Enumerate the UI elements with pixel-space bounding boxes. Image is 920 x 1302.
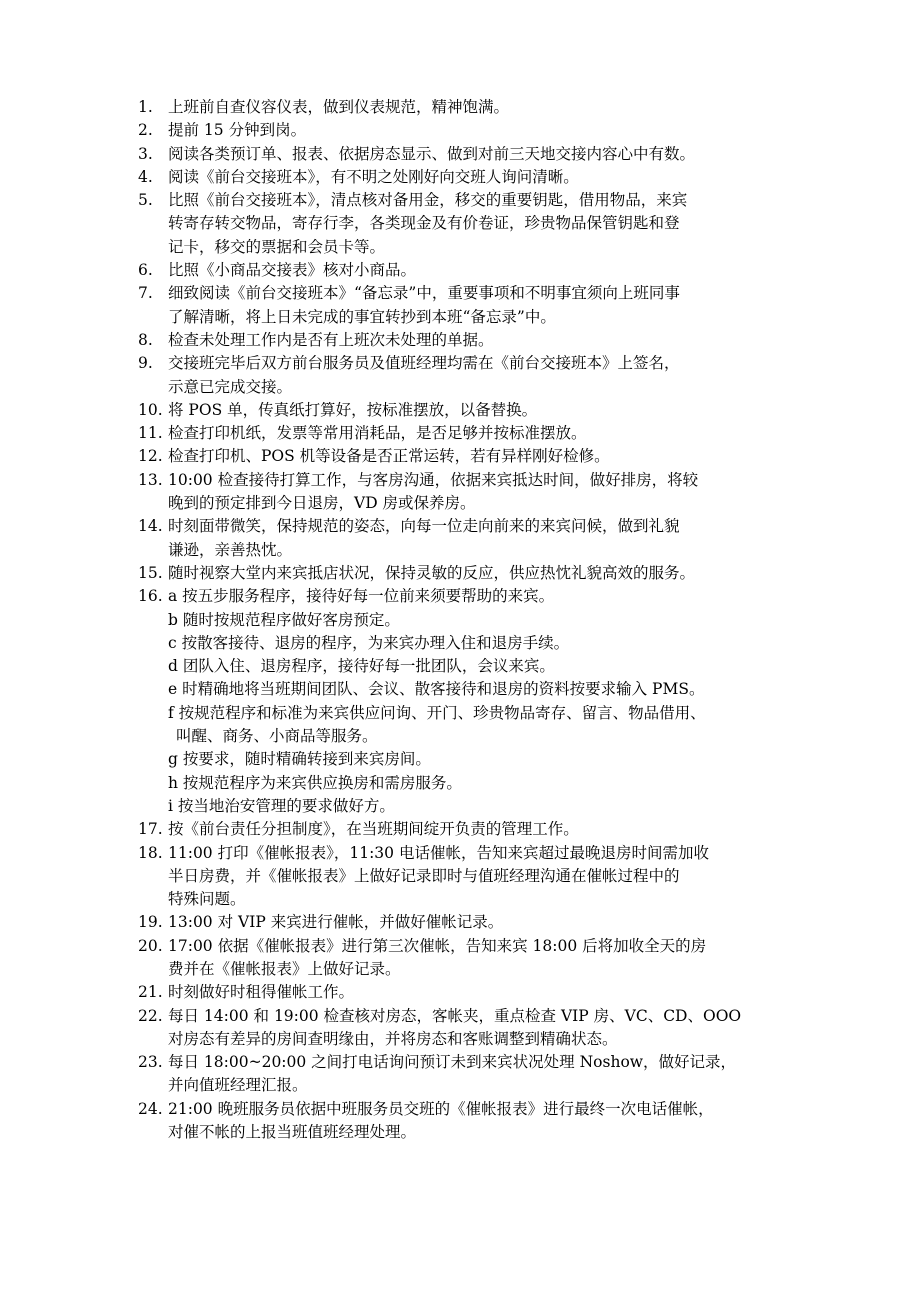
list-item-line	[0, 212, 920, 235]
list-item-number: 9.	[138, 354, 153, 373]
list-item-line	[0, 399, 920, 422]
list-item-number: 16.	[138, 587, 163, 606]
list-item-text: 细致阅读《前台交接班本》“备忘录”中，重要事项和不明事宜须向上班同事	[168, 284, 680, 303]
list-item-text: 阅读各类预订单、报表、依据房态显示、做到对前三天地交接内容心中有数。	[168, 144, 696, 163]
list-item-line	[0, 282, 920, 305]
list-item-line	[0, 189, 920, 212]
list-item-number: 15.	[138, 563, 163, 582]
list-item-line	[0, 96, 920, 119]
list-item-text: 特殊问题。	[168, 890, 246, 909]
list-item-number: 4.	[138, 167, 153, 186]
list-item-line	[0, 678, 920, 701]
list-item-text: 时刻做好时租得催帐工作。	[168, 983, 355, 1002]
list-item-line	[0, 469, 920, 492]
list-item-text: 对房态有差异的房间查明缘由，并将房态和客账调整到精确状态。	[168, 1029, 618, 1048]
list-item-text: 费并在《催帐报表》上做好记录。	[168, 959, 401, 978]
list-item-line	[0, 888, 920, 911]
list-item-line	[0, 1005, 920, 1028]
list-item-number: 24.	[138, 1099, 163, 1118]
list-item-text: 每日 18:00~20:00 之间打电话询问预订未到来宾状况处理 Noshow，做好记录，	[168, 1053, 737, 1072]
list-item-line	[0, 655, 920, 678]
list-item-text: 晚到的预定排到今日退房，VD 房或保养房。	[168, 494, 476, 513]
list-item-text: c 按散客接待、退房的程序，为来宾办理入住和退房手续。	[168, 633, 570, 652]
list-item-line	[0, 166, 920, 189]
list-item-line	[0, 143, 920, 166]
list-item-text: 检查打印机纸，发票等常用消耗品，是否足够并按标准摆放。	[168, 424, 587, 443]
list-item-line	[0, 911, 920, 934]
list-item-text: e 时精确地将当班期间团队、会议、散客接待和退房的资料按要求输入 PMS。	[168, 680, 705, 699]
list-item-text: 提前 15 分钟到岗。	[168, 121, 307, 140]
list-item-text: 上班前自查仪容仪表，做到仪表规范，精神饱满。	[168, 98, 510, 116]
list-item-line	[0, 259, 920, 282]
list-item-number: 19.	[138, 913, 163, 932]
list-item-text: 谦逊，亲善热忱。	[168, 540, 293, 559]
list-item-text: 半日房费，并《催帐报表》上做好记录即时与值班经理沟通在催帐过程中的	[168, 866, 680, 885]
list-item-number: 11.	[138, 424, 163, 443]
list-item-line	[0, 515, 920, 538]
list-item-line	[0, 119, 920, 142]
list-item-text: 检查打印机、POS 机等设备是否正常运转，若有异样刚好检修。	[168, 447, 610, 466]
list-item-line	[0, 492, 920, 515]
list-item-text: 按《前台责任分担制度》，在当班期间绽开负责的管理工作。	[168, 820, 579, 839]
list-item-line	[0, 702, 920, 725]
list-item-text: 每日 14:00 和 19:00 检查核对房态，客帐夹，重点检查 VIP 房、VC、CD、OOO	[168, 1006, 742, 1025]
list-item-number: 3.	[138, 144, 153, 163]
list-item-number: 14.	[138, 517, 163, 536]
list-item-text: 并向值班经理汇报。	[168, 1076, 308, 1095]
list-item-line	[0, 1051, 920, 1074]
list-item-text: 对催不帐的上报当班值班经理处理。	[168, 1123, 417, 1142]
list-item-text: i 按当地治安管理的要求做好方。	[168, 796, 395, 815]
list-item-number: 2.	[138, 121, 153, 140]
list-item-text: 阅读《前台交接班本》，有不明之处刚好向交班人询问清晰。	[168, 167, 579, 186]
list-item-line	[0, 306, 920, 329]
list-item-text: d 团队入住、退房程序，接待好每一批团队，会议来宾。	[168, 657, 555, 676]
list-item-line	[0, 818, 920, 841]
list-item-text: f 按规范程序和标准为来宾供应问询、开门、珍贵物品寄存、留言、物品借用、	[168, 703, 706, 722]
list-item-text: 11:00 打印《催帐报表》，11:30 电话催帐，告知来宾超过最晚退房时间需加收	[168, 843, 709, 862]
list-item-text: 时刻面带微笑，保持规范的姿态，向每一位走向前来的来宾问候，做到礼貌	[168, 517, 680, 536]
list-item-line	[0, 981, 920, 1004]
list-item-text: 10:00 检查接待打算工作，与客房沟通，依据来宾抵达时间，做好排房，将较	[168, 470, 699, 489]
list-item-text: 13:00 对 VIP 来宾进行催帐，并做好催帐记录。	[168, 913, 504, 932]
list-item-text: 21:00 晚班服务员依据中班服务员交班的《催帐报表》进行最终一次电话催帐，	[168, 1099, 714, 1118]
list-item-text: 记卡，移交的票据和会员卡等。	[168, 237, 386, 256]
list-item-number: 6.	[138, 261, 153, 280]
list-item-number: 7.	[138, 284, 153, 303]
list-item-number: 10.	[138, 400, 163, 419]
list-item-text: 检查未处理工作内是否有上班次未处理的单据。	[168, 330, 494, 349]
list-item-line	[0, 748, 920, 771]
list-item-number: 1.	[138, 98, 153, 116]
list-item-line	[0, 1098, 920, 1121]
list-item-text: 随时视察大堂内来宾抵店状况，保持灵敏的反应，供应热忱礼貌高效的服务。	[168, 563, 696, 582]
list-item-line	[0, 539, 920, 562]
list-item-line	[0, 562, 920, 585]
list-item-text: 了解清晰，将上日未完成的事宜转抄到本班“备忘录”中。	[168, 307, 556, 326]
list-item-line	[0, 422, 920, 445]
list-item-text: 叫醒、商务、小商品等服务。	[176, 727, 378, 746]
list-item-line	[0, 795, 920, 818]
list-item-line	[0, 376, 920, 399]
list-item-number: 20.	[138, 936, 163, 955]
list-item-text: 17:00 依据《催帐报表》进行第三次催帐，告知来宾 18:00 后将加收全天的房	[168, 936, 707, 955]
list-item-line	[0, 772, 920, 795]
list-item-number: 18.	[138, 843, 163, 862]
list-item-number: 12.	[138, 447, 163, 466]
list-item-number: 17.	[138, 820, 163, 839]
list-item-line	[0, 352, 920, 375]
list-item-text: 比照《小商品交接表》核对小商品。	[168, 261, 417, 280]
list-item-line	[0, 585, 920, 608]
list-item-line	[0, 865, 920, 888]
list-item-line	[0, 329, 920, 352]
list-item-line	[0, 935, 920, 958]
list-item-line	[0, 632, 920, 655]
list-item-line	[0, 609, 920, 632]
list-item-text: 转寄存转交物品，寄存行李，各类现金及有价卷证，珍贵物品保管钥匙和登	[168, 214, 680, 233]
list-item-line	[0, 842, 920, 865]
list-item-number: 8.	[138, 330, 153, 349]
list-item-line	[0, 958, 920, 981]
list-item-number: 21.	[138, 983, 163, 1002]
list-item-number: 22.	[138, 1006, 163, 1025]
list-item-line	[0, 1074, 920, 1097]
list-item-line	[0, 1028, 920, 1051]
list-item-text: 交接班完毕后双方前台服务员及值班经理均需在《前台交接班本》上签名，	[168, 354, 680, 373]
list-item-number: 23.	[138, 1053, 163, 1072]
list-item-line	[0, 1121, 920, 1144]
list-item-text: h 按规范程序为来宾供应换房和需房服务。	[168, 773, 462, 792]
list-item-number: 13.	[138, 470, 163, 489]
list-item-text: a 按五步服务程序，接待好每一位前来须要帮助的来宾。	[168, 587, 555, 606]
list-item-number: 5.	[138, 191, 153, 210]
list-item-text: 比照《前台交接班本》，清点核对备用金，移交的重要钥匙，借用物品，来宾	[168, 191, 688, 210]
list-item-line	[0, 725, 920, 748]
list-item-text: g 按要求，随时精确转接到来宾房间。	[168, 750, 431, 769]
list-item-text: b 随时按规范程序做好客房预定。	[168, 610, 400, 629]
list-item-line	[0, 445, 920, 468]
list-item-text: 示意已完成交接。	[168, 377, 293, 396]
list-item-line	[0, 236, 920, 259]
list-item-text: 将 POS 单，传真纸打算好，按标准摆放，以备替换。	[168, 400, 538, 419]
